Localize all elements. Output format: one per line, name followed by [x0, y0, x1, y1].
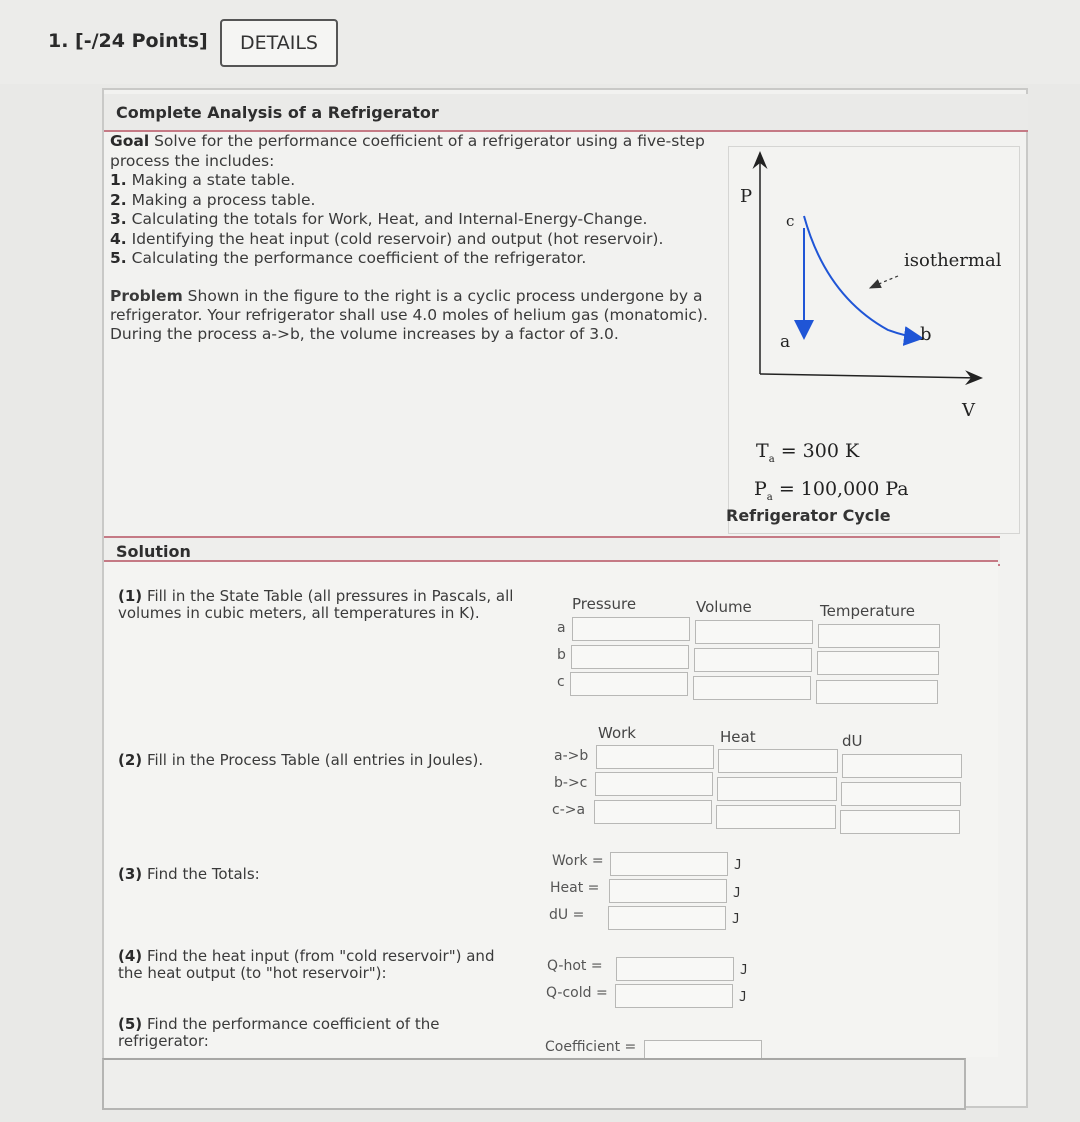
pa-symbol: P — [754, 478, 767, 500]
prompt-num: (2) — [118, 751, 143, 769]
problem-section — [110, 287, 720, 344]
qcold-unit: J — [739, 990, 747, 1005]
step-num: 3. — [110, 210, 127, 228]
step-text: Calculating the performance coefficient of the refrigerator. — [131, 249, 587, 267]
heat-ab-input[interactable] — [718, 749, 838, 773]
isothermal-curve — [804, 216, 920, 338]
work-total-label: Work = — [552, 853, 604, 869]
p-axis-label: P — [740, 186, 753, 207]
du-ab-input[interactable] — [842, 754, 962, 778]
col-temperature: Temperature — [820, 602, 916, 620]
prompt-text: Find the Totals: — [146, 865, 260, 883]
row-c: c — [557, 674, 565, 690]
problem-label: Problem — [110, 287, 183, 305]
qcold-label: Q-cold = — [546, 985, 608, 1001]
row-b-c: b->c — [554, 775, 588, 791]
du-unit: J — [732, 912, 740, 927]
pa-condition — [754, 478, 909, 503]
du-ca-input[interactable] — [840, 810, 960, 834]
figure-caption: Refrigerator Cycle — [726, 506, 891, 525]
goal-text: Solve for the performance coefficient of a refrigerator using a five-step process the includes: — [110, 132, 705, 170]
step-num: 4. — [110, 229, 127, 248]
step-num: 2. — [110, 190, 127, 209]
point-a-label: a — [780, 332, 791, 352]
goal-step — [110, 230, 730, 250]
state-table-prompt — [118, 588, 538, 622]
ta-value: = 300 K — [780, 440, 860, 462]
goal-paragraph — [110, 132, 730, 171]
solution-title: Solution — [116, 541, 191, 561]
col-du: dU — [842, 732, 863, 750]
goal-section — [110, 132, 730, 269]
row-b: b — [557, 647, 566, 663]
heat-total-input[interactable] — [609, 879, 727, 903]
goal-step — [110, 191, 730, 211]
temperature-c-input[interactable] — [816, 680, 938, 704]
prompt-text: Fill in the State Table (all pressures in Pascals, all volumes in cubic meters, all temperatures in K). — [118, 587, 514, 622]
volume-b-input[interactable] — [694, 648, 812, 672]
du-total-label: dU = — [549, 907, 585, 923]
pa-subscript: a — [766, 491, 773, 503]
step-num: 5. — [110, 249, 127, 267]
pressure-c-input[interactable] — [570, 672, 688, 696]
pressure-a-input[interactable] — [572, 617, 690, 641]
qcold-input[interactable] — [615, 984, 733, 1008]
coefficient-prompt — [118, 1016, 458, 1050]
coefficient-label: Coefficient = — [545, 1039, 637, 1055]
analysis-title — [104, 94, 1028, 132]
prompt-num: (4) — [118, 947, 143, 965]
work-bc-input[interactable] — [595, 772, 713, 796]
prompt-text: Find the heat input (from "cold reservoir") and the heat output (to "hot reservoir"): — [118, 947, 495, 982]
qhot-label: Q-hot = — [547, 958, 603, 974]
ta-condition — [756, 440, 859, 465]
ta-symbol: T — [756, 440, 769, 462]
pa-value: = 100,000 Pa — [778, 478, 909, 500]
du-total-input[interactable] — [608, 906, 726, 930]
volume-c-input[interactable] — [693, 676, 811, 700]
prompt-num: (3) — [118, 865, 143, 883]
col-pressure: Pressure — [572, 595, 637, 613]
details-button[interactable]: DETAILS — [220, 19, 338, 67]
work-total-input[interactable] — [610, 852, 728, 876]
goal-step — [110, 249, 730, 269]
goal-step — [110, 171, 730, 191]
goal-label: Goal — [110, 132, 150, 150]
prompt-num: (5) — [118, 1015, 143, 1033]
isothermal-pointer — [870, 276, 898, 288]
step-num: 1. — [110, 171, 127, 189]
col-heat: Heat — [720, 728, 756, 746]
pressure-b-input[interactable] — [571, 645, 689, 669]
process-table-prompt — [118, 752, 538, 769]
qhot-input[interactable] — [616, 957, 734, 981]
row-a-b: a->b — [554, 748, 589, 764]
totals-prompt — [118, 866, 538, 883]
step-text: Making a process table. — [131, 190, 316, 209]
col-volume: Volume — [696, 598, 752, 616]
isothermal-label: isothermal — [904, 250, 1002, 271]
step-text: Calculating the totals for Work, Heat, and Internal-Energy-Change. — [131, 210, 648, 228]
work-unit: J — [734, 858, 742, 873]
col-work: Work — [598, 724, 636, 742]
qhot-unit: J — [740, 963, 748, 978]
point-c-label: c — [786, 212, 795, 230]
prompt-num: (1) — [118, 587, 143, 605]
v-axis-label: V — [962, 400, 975, 421]
ta-subscript: a — [768, 453, 775, 465]
v-axis-line — [760, 374, 980, 378]
question-label: 1. [-/24 Points] — [48, 30, 208, 52]
step-text: Identifying the heat input (cold reservoir) and output (hot reservoir). — [131, 229, 664, 248]
heat-total-label: Heat = — [550, 880, 600, 896]
heat-unit: J — [733, 886, 741, 901]
volume-a-input[interactable] — [695, 620, 813, 644]
analysis-title-text: Complete Analysis of a Refrigerator — [116, 102, 439, 122]
problem-text: Shown in the figure to the right is a cyclic process undergone by a refrigerator. Your refrigerator shall use 4.0 moles of helium gas (monatomic). During the process a->b, the volume increases by a factor of 3.0. — [110, 287, 708, 343]
heat-bc-input[interactable] — [717, 777, 837, 801]
panel-footer — [102, 1058, 966, 1110]
work-ab-input[interactable] — [596, 745, 714, 769]
prompt-text: Fill in the Process Table (all entries in Joules). — [146, 751, 484, 769]
point-b-label: b — [920, 324, 932, 345]
step-text: Making a state table. — [131, 171, 296, 189]
temperature-a-input[interactable] — [818, 624, 940, 648]
goal-step — [110, 210, 730, 230]
work-ca-input[interactable] — [594, 800, 712, 824]
du-bc-input[interactable] — [841, 782, 961, 806]
heat-ca-input[interactable] — [716, 805, 836, 829]
pv-diagram — [728, 146, 1018, 446]
prompt-text: Find the performance coefficient of the refrigerator: — [118, 1015, 440, 1050]
temperature-b-input[interactable] — [817, 651, 939, 675]
row-c-a: c->a — [552, 802, 586, 818]
heat-io-prompt — [118, 948, 518, 982]
row-a: a — [557, 620, 566, 636]
